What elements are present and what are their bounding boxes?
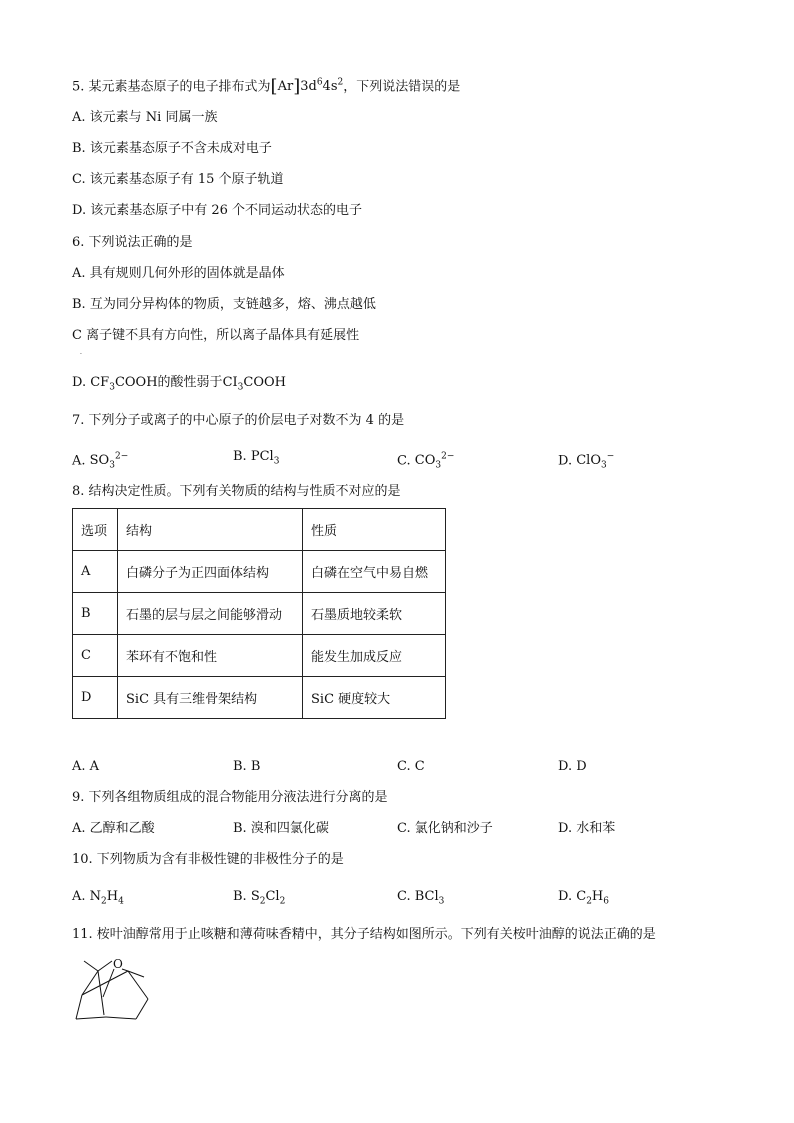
q11-stem: 11. 桉叶油醇常用于止咳糖和薄荷味香精中，其分子结构如图所示。下列有关桉叶油醇的说法正确的是 <box>72 927 656 942</box>
table-cell: 苯环有不饱和性 <box>118 635 303 677</box>
table-cell: 石墨质地较柔软 <box>303 593 446 635</box>
q8-option-b: B. B <box>233 759 261 774</box>
q9-option-a: A. 乙醇和乙酸 <box>72 821 155 836</box>
molecule-bonds <box>76 961 148 1019</box>
q10-option-d: D. $C_2H_6$ <box>558 889 609 907</box>
config-s-sup: 2 <box>337 78 344 88</box>
q9-stem: 9. 下列各组物质组成的混合物能用分液法进行分离的是 <box>72 790 388 805</box>
config-d-sup: 6 <box>316 78 323 88</box>
q6-d-mid: 的酸性弱于 <box>157 375 223 390</box>
q6-option-c: C 离子键不具有方向性，所以离子晶体具有延展性 <box>72 328 360 343</box>
q6-stem: 6. 下列说法正确的是 <box>72 235 193 250</box>
q10-option-b: B. $S_2Cl_2$ <box>233 889 286 907</box>
config-left-bracket: [ <box>270 76 278 98</box>
q9-option-d: D. 水和苯 <box>558 821 616 836</box>
q6-d-formula-2: $CI_3COOH$ <box>222 375 286 393</box>
table-row <box>73 635 446 677</box>
q5-electron-config <box>270 76 344 98</box>
q8-stem: 8. 结构决定性质。下列有关物质的结构与性质不对应的是 <box>72 484 401 499</box>
config-s: 4s <box>322 79 338 95</box>
table-cell: B <box>73 593 118 635</box>
table-header-cell: 结构 <box>118 509 303 551</box>
q5-stem-prefix: 5. 某元素基态原子的电子排布式为 <box>72 79 271 95</box>
q9-option-c: C. 氯化钠和沙子 <box>397 821 493 836</box>
table-header-row <box>73 509 446 551</box>
table-cell: C <box>73 635 118 677</box>
config-right-bracket: ] <box>293 76 301 98</box>
q7-option-c: C. $CO_3^{2-}$ <box>397 452 455 471</box>
table-cell: SiC 硬度较大 <box>303 677 446 719</box>
q7-option-d: D. ClO$_3$− <box>558 452 615 471</box>
q8-table <box>72 508 446 719</box>
table-cell: SiC 具有三维骨架结构 <box>118 677 303 719</box>
config-core: Ar <box>277 79 294 95</box>
oxygen-atom-label: O <box>113 957 123 971</box>
q5-option-b: B. 该元素基态原子不含未成对电子 <box>72 141 272 156</box>
table-row <box>73 551 446 593</box>
table-header-cell: 选项 <box>73 509 118 551</box>
q8-option-c: C. C <box>397 759 425 774</box>
q5-stem <box>72 74 460 96</box>
q10-option-a: A. $N_2H_4$ <box>72 889 124 907</box>
q6-option-b: B. 互为同分异构体的物质，支链越多，熔、沸点越低 <box>72 297 376 312</box>
q6-d-formula-1: $CF_3COOH$ <box>90 375 158 393</box>
q5-option-a: A. 该元素与 Ni 同属一族 <box>72 110 218 125</box>
config-d: 3d <box>300 79 317 95</box>
table-cell: 白磷分子为正四面体结构 <box>118 551 303 593</box>
q6-d-label: D. <box>72 375 91 390</box>
q6-option-d <box>72 374 286 397</box>
eucalyptol-structure-diagram <box>70 953 160 1025</box>
q6-option-a: A. 具有规则几何外形的固体就是晶体 <box>72 266 285 281</box>
table-cell: D <box>73 677 118 719</box>
q8-option-a: A. A <box>72 759 100 774</box>
q8-option-d: D. D <box>558 759 587 774</box>
table-cell: 白磷在空气中易自燃 <box>303 551 446 593</box>
q7-option-b: B. PCl$_3$ <box>233 449 280 467</box>
q5-option-d: D. 该元素基态原子中有 26 个不同运动状态的电子 <box>72 203 363 218</box>
q7-option-a: A. $SO_3^{2-}$ <box>72 452 129 471</box>
q10-option-c: C. BCl$_3$ <box>397 889 445 907</box>
table-row <box>73 593 446 635</box>
q10-stem: 10. 下列物质为含有非极性键的非极性分子的是 <box>72 852 344 867</box>
table-cell: 能发生加成反应 <box>303 635 446 677</box>
q9-option-b: B. 溴和四氯化碳 <box>233 821 329 836</box>
table-row <box>73 677 446 719</box>
table-cell: 石墨的层与层之间能够滑动 <box>118 593 303 635</box>
q7-stem: 7. 下列分子或离子的中心原子的价层电子对数不为 4 的是 <box>72 413 405 428</box>
table-header-cell: 性质 <box>303 509 446 551</box>
stray-dot: . <box>80 349 82 356</box>
q5-stem-suffix: ，下列说法错误的是 <box>343 79 461 95</box>
table-cell: A <box>73 551 118 593</box>
q5-option-c: C. 该元素基态原子有 15 个原子轨道 <box>72 172 284 187</box>
